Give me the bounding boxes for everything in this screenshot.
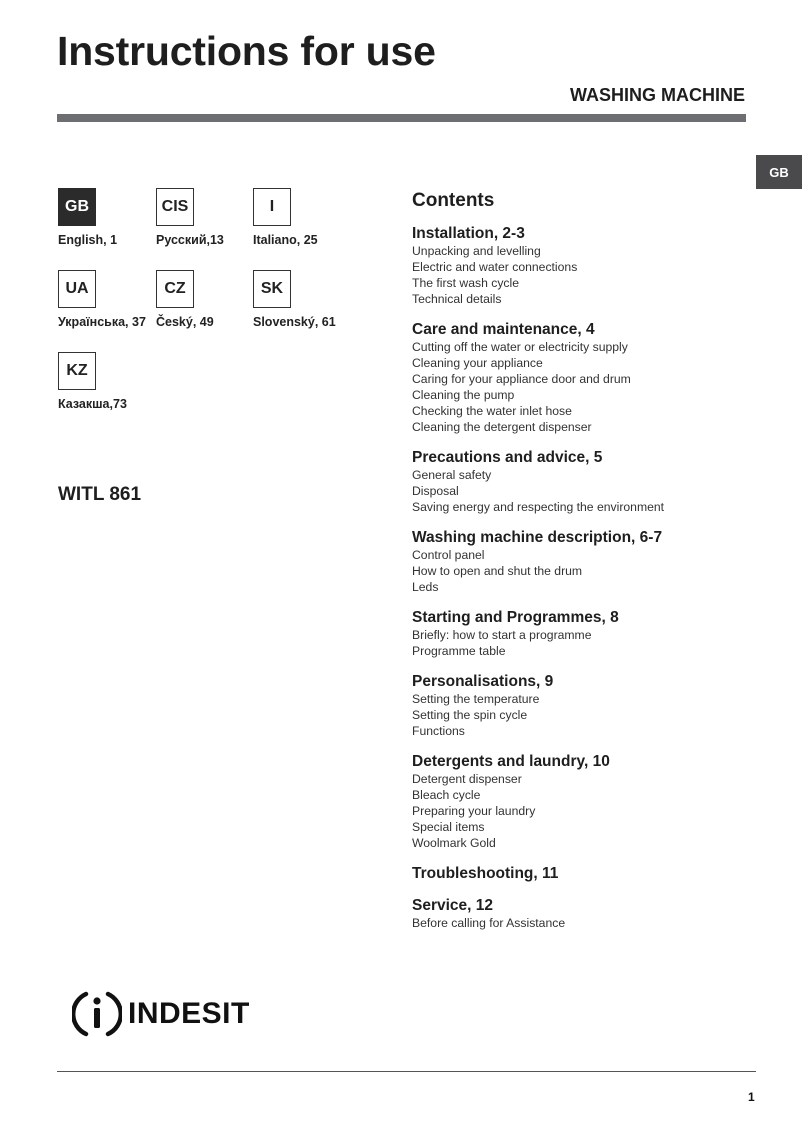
toc-item[interactable]: Bleach cycle [412,788,481,802]
language-code-box: SK [253,270,291,308]
language-item-cis[interactable] [156,188,224,247]
toc-item[interactable]: Disposal [412,484,459,498]
toc-item[interactable]: Technical details [412,292,502,306]
toc-section-title[interactable]: Care and maintenance, 4 [412,321,595,338]
toc-item[interactable]: Cleaning the detergent dispenser [412,420,592,434]
language-label: Italiano, 25 [253,233,318,247]
toc-item[interactable]: Caring for your appliance door and drum [412,372,631,386]
language-side-tab: GB [756,155,802,189]
language-item-kz[interactable] [58,352,127,411]
toc-section-title[interactable]: Installation, 2-3 [412,225,525,242]
toc-item[interactable]: Setting the temperature [412,692,540,706]
toc-section-troubleshooting [412,864,792,883]
language-code-box: GB [58,188,96,226]
language-label: Slovenský, 61 [253,315,336,329]
toc-section-care [412,320,792,435]
toc-item[interactable]: Functions [412,724,465,738]
toc-item[interactable]: Briefly: how to start a programme [412,628,592,642]
toc-item[interactable]: How to open and shut the drum [412,564,583,578]
toc-section-title[interactable]: Starting and Programmes, 8 [412,609,619,626]
toc-section-detergents [412,752,792,851]
toc-item[interactable]: Cutting off the water or electricity supply [412,340,628,354]
indesit-logo-icon [72,988,122,1040]
toc-item[interactable]: Electric and water connections [412,260,578,274]
language-code-box: CIS [156,188,194,226]
table-of-contents [412,190,792,944]
toc-section-title[interactable]: Troubleshooting, 11 [412,865,559,882]
toc-section-starting [412,608,792,659]
language-label: Українська, 37 [58,315,146,329]
toc-item[interactable]: Unpacking and levelling [412,244,541,258]
brand-name: INDESIT [128,997,250,1030]
toc-section-service [412,896,792,931]
toc-section-title[interactable]: Personalisations, 9 [412,673,554,690]
contents-heading: Contents [412,190,495,211]
brand-logo [72,988,250,1040]
toc-item[interactable]: Cleaning the pump [412,388,515,402]
language-item-cz[interactable] [156,270,214,329]
toc-item[interactable]: Detergent dispenser [412,772,522,786]
toc-item[interactable]: Control panel [412,548,485,562]
language-code-box: UA [58,270,96,308]
toc-section-title[interactable]: Washing machine description, 6-7 [412,529,663,546]
toc-item[interactable]: Woolmark Gold [412,836,496,850]
language-code-box: I [253,188,291,226]
toc-section-precautions [412,448,792,515]
toc-item[interactable]: General safety [412,468,492,482]
toc-section-description [412,528,792,595]
toc-section-title[interactable]: Service, 12 [412,897,494,914]
toc-section-installation [412,224,792,307]
language-item-gb[interactable] [58,188,117,247]
toc-item[interactable]: Programme table [412,644,506,658]
toc-item[interactable]: Preparing your laundry [412,804,536,818]
document-subtitle: WASHING MACHINE [570,85,745,105]
toc-item[interactable]: Leds [412,580,439,594]
toc-section-personalisations [412,672,792,739]
language-label: English, 1 [58,233,118,247]
language-label: Русский,13 [156,233,224,247]
toc-item[interactable]: The first wash cycle [412,276,520,290]
toc-item[interactable]: Cleaning your appliance [412,356,543,370]
page-title: Instructions for use [57,28,436,74]
toc-item[interactable]: Before calling for Assistance [412,916,566,930]
toc-item[interactable]: Checking the water inlet hose [412,404,572,418]
language-item-it[interactable] [253,188,318,247]
language-label: Казакша,73 [58,397,127,411]
toc-item[interactable]: Setting the spin cycle [412,708,528,722]
language-label: Český, 49 [156,315,214,329]
toc-item[interactable]: Special items [412,820,485,834]
toc-section-title[interactable]: Detergents and laundry, 10 [412,753,610,770]
header-divider [57,114,746,122]
toc-section-title[interactable]: Precautions and advice, 5 [412,449,603,466]
language-item-sk[interactable] [253,270,336,329]
language-code-box: KZ [58,352,96,390]
page-number: 1 [748,1090,755,1104]
language-item-ua[interactable] [58,270,146,329]
toc-item[interactable]: Saving energy and respecting the environment [412,500,665,514]
footer-divider [57,1071,756,1072]
language-code-box: CZ [156,270,194,308]
model-number: WITL 861 [58,484,142,505]
